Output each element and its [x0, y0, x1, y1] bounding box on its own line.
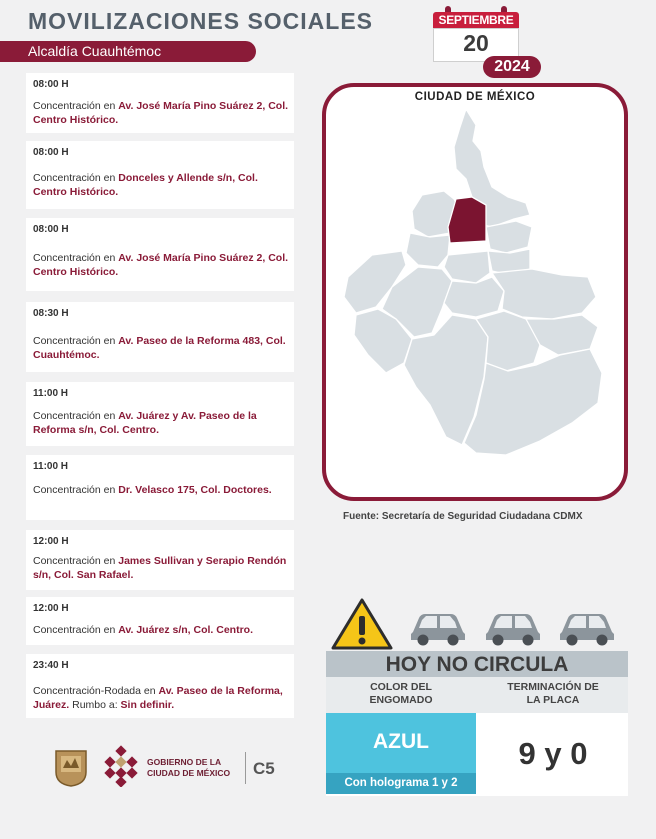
c5-logo: C5	[253, 759, 275, 778]
event-connector: en	[100, 335, 119, 347]
engomado-label-line1: COLOR DEL	[370, 681, 432, 693]
placa-label-line1: TERMINACIÓN DE	[507, 681, 599, 693]
map-district	[444, 251, 490, 283]
event-description	[33, 684, 290, 712]
event-card	[26, 382, 294, 446]
event-type: Concentración	[33, 172, 101, 184]
placa-label-line2: LA PLACA	[526, 694, 580, 706]
event-type: Concentración	[33, 484, 101, 496]
cdmx-shield-logo	[53, 748, 89, 788]
map-district	[406, 233, 450, 267]
event-type: Concentración	[33, 624, 101, 636]
warning-icon	[330, 597, 394, 651]
event-card	[26, 302, 294, 372]
event-description	[33, 251, 290, 279]
gov-cdmx-text	[147, 757, 230, 779]
map-district	[444, 277, 504, 317]
event-time: 08:00 H	[33, 147, 69, 158]
event-time: 08:00 H	[33, 224, 69, 235]
event-location: Av. José María Pino Suárez 2, Col. Centro Histórico.	[33, 252, 289, 278]
event-connector: en	[100, 484, 119, 496]
engomado-label-line2: ENGOMADO	[369, 694, 433, 706]
event-card	[26, 597, 294, 645]
event-card	[26, 654, 294, 718]
event-type: Concentración	[33, 252, 101, 264]
event-time: 12:00 H	[33, 536, 69, 547]
hoy-no-circula-panel	[326, 651, 628, 796]
gov-line1: GOBIERNO DE LA	[147, 757, 222, 767]
event-location: James Sullivan y Serapio Rendón s/n, Col. San Rafael.	[33, 555, 287, 581]
event-connector: en	[140, 685, 159, 697]
plate-digits: 9 y 0	[518, 736, 588, 771]
cdmx-gov-logo	[100, 745, 142, 787]
date-calendar	[433, 6, 541, 75]
map-source: Fuente: Secretaría de Seguridad Ciudadana CDMX	[343, 511, 583, 522]
event-description	[33, 554, 290, 582]
event-time: 08:30 H	[33, 308, 69, 319]
car-icon	[556, 610, 618, 646]
engomado-label	[326, 681, 476, 707]
event-card	[26, 73, 294, 133]
hologram-note: Con holograma 1 y 2	[326, 773, 476, 794]
map-district	[486, 221, 532, 253]
cdmx-map-panel	[322, 83, 628, 501]
footer-divider	[245, 752, 246, 784]
cdmx-map	[326, 87, 624, 497]
event-location: Donceles y Allende s/n, Col. Centro Histórico.	[33, 172, 258, 198]
calendar-year: 2024	[483, 56, 541, 78]
event-type: Concentración	[33, 410, 101, 422]
event-card	[26, 455, 294, 520]
event-connector: en	[100, 100, 119, 112]
engomado-color-value: AZUL	[373, 730, 429, 753]
event-type: Concentración-Rodada	[33, 685, 141, 697]
page-title: MOVILIZACIONES SOCIALES	[28, 8, 374, 34]
engomado-color-box	[326, 713, 476, 773]
event-type: Concentración	[33, 100, 101, 112]
hoy-no-circula-title: HOY NO CIRCULA	[326, 651, 628, 677]
event-time: 23:40 H	[33, 660, 69, 671]
event-description	[33, 483, 290, 497]
event-location: Dr. Velasco 175, Col. Doctores.	[118, 484, 272, 496]
event-description	[33, 171, 290, 199]
event-description	[33, 99, 290, 127]
event-time: 11:00 H	[33, 388, 69, 399]
event-connector: en	[100, 555, 119, 567]
map-district	[492, 269, 596, 319]
event-connector: en	[100, 410, 119, 422]
event-time: 11:00 H	[33, 461, 69, 472]
event-description	[33, 623, 290, 637]
event-time: 12:00 H	[33, 603, 69, 614]
event-extra-label: Rumbo a:	[69, 699, 121, 711]
event-type: Concentración	[33, 335, 101, 347]
event-type: Concentración	[33, 555, 101, 567]
map-title: CIUDAD DE MÉXICO	[414, 91, 536, 103]
event-location: Av. Paseo de la Reforma 483, Col. Cuauhtémoc.	[33, 335, 286, 361]
event-location: Av. José María Pino Suárez 2, Col. Centro Histórico.	[33, 100, 289, 126]
placa-label	[478, 681, 628, 707]
event-description	[33, 409, 290, 437]
car-icon	[407, 610, 469, 646]
event-connector: en	[100, 624, 119, 636]
calendar-month: SEPTIEMBRE	[433, 12, 519, 28]
event-card	[26, 218, 294, 291]
event-card	[26, 530, 294, 590]
hoy-no-circula-labels	[326, 677, 628, 713]
event-location: Av. Juárez s/n, Col. Centro.	[118, 624, 254, 636]
event-time: 08:00 H	[33, 79, 69, 90]
event-description	[33, 334, 290, 362]
calendar-day: 20	[463, 30, 489, 56]
event-location: Av. Juárez y Av. Paseo de la Reforma s/n, Col. Centro.	[33, 410, 257, 436]
event-card	[26, 141, 294, 209]
event-location: Av. Paseo de la Reforma, Juárez.	[33, 685, 283, 711]
event-extra-value: Sin definir.	[120, 699, 175, 711]
event-connector: en	[100, 252, 119, 264]
alcaldia-label: Alcaldía Cuauhtémoc	[0, 41, 256, 62]
car-icon	[482, 610, 544, 646]
gov-line2: CIUDAD DE MÉXICO	[147, 768, 231, 778]
event-connector: en	[100, 172, 119, 184]
